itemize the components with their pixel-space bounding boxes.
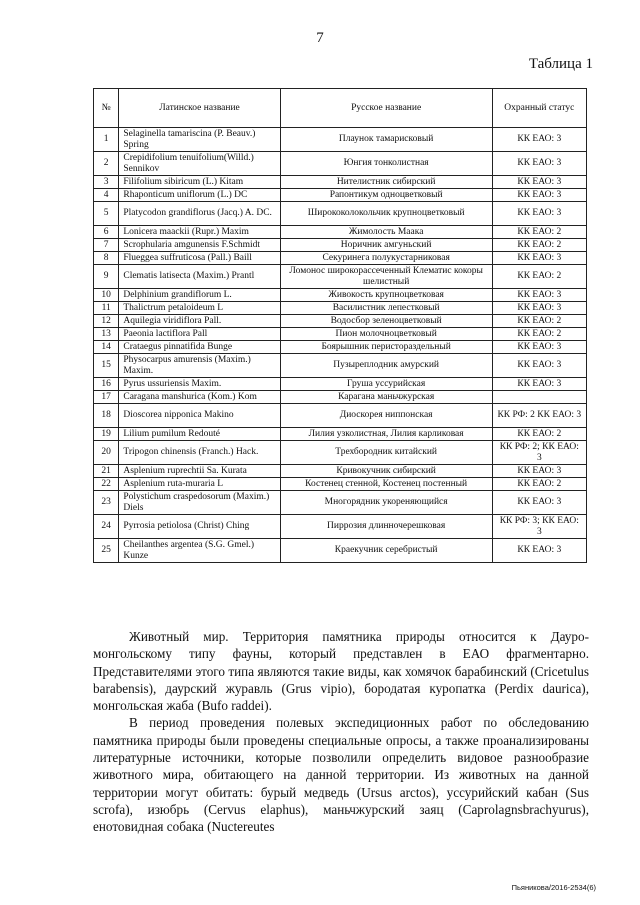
latin-name: Pyrrosia petiolosa (Christ) Ching bbox=[119, 515, 280, 539]
table-row bbox=[94, 341, 587, 354]
row-number: 15 bbox=[94, 354, 119, 378]
row-number: 11 bbox=[94, 302, 119, 315]
latin-name: Cheilanthes argentea (S.G. Gmel.) Kunze bbox=[119, 539, 280, 563]
row-number: 14 bbox=[94, 341, 119, 354]
table-row bbox=[94, 378, 587, 391]
row-number: 1 bbox=[94, 128, 119, 152]
latin-name: Lilium pumilum Redouté bbox=[119, 428, 280, 441]
latin-name: Caragana manshurica (Kom.) Kom bbox=[119, 391, 280, 404]
protection-status: КК РФ: 2 КК ЕАО: 3 bbox=[492, 404, 586, 428]
latin-name: Thalictrum petaloideum L bbox=[119, 302, 280, 315]
header-protection-status: Охранный статус bbox=[492, 89, 586, 128]
russian-name: Рапонтикум одноцветковый bbox=[280, 189, 492, 202]
latin-name: Flueggea suffruticosa (Pall.) Baill bbox=[119, 252, 280, 265]
body-text bbox=[93, 628, 589, 836]
table-row bbox=[94, 265, 587, 289]
russian-name: Ломонос широкорассеченный Клематис кокоры шелистный bbox=[280, 265, 492, 289]
russian-name: Пиррозия длинночерешковая bbox=[280, 515, 492, 539]
latin-name: Crepidifolium tenuifolium(Willd.) Sennikov bbox=[119, 152, 280, 176]
latin-name: Aquilegia viridiflora Pall. bbox=[119, 315, 280, 328]
protection-status: КК ЕАО: 2 bbox=[492, 315, 586, 328]
table-row bbox=[94, 239, 587, 252]
latin-name: Pyrus ussuriensis Maxim. bbox=[119, 378, 280, 391]
row-number: 7 bbox=[94, 239, 119, 252]
russian-name: Живокость крупноцветковая bbox=[280, 289, 492, 302]
latin-name: Delphinium grandiflorum L. bbox=[119, 289, 280, 302]
row-number: 25 bbox=[94, 539, 119, 563]
table-row bbox=[94, 441, 587, 465]
russian-name: Трехбородник китайский bbox=[280, 441, 492, 465]
russian-name: Норичник амгуньский bbox=[280, 239, 492, 252]
protection-status: КК ЕАО: 3 bbox=[492, 176, 586, 189]
russian-name: Водосбор зеленоцветковый bbox=[280, 315, 492, 328]
row-number: 22 bbox=[94, 478, 119, 491]
table-row bbox=[94, 176, 587, 189]
page-number: 7 bbox=[316, 30, 324, 46]
table-row bbox=[94, 128, 587, 152]
protection-status: КК ЕАО: 3 bbox=[492, 465, 586, 478]
table-row bbox=[94, 404, 587, 428]
row-number: 12 bbox=[94, 315, 119, 328]
latin-name: Selaginella tamariscina (P. Beauv.) Spring bbox=[119, 128, 280, 152]
protection-status: КК ЕАО: 3 bbox=[492, 378, 586, 391]
row-number: 2 bbox=[94, 152, 119, 176]
russian-name: Костенец стенной, Костенец постенный bbox=[280, 478, 492, 491]
row-number: 4 bbox=[94, 189, 119, 202]
row-number: 6 bbox=[94, 226, 119, 239]
table-row bbox=[94, 465, 587, 478]
row-number: 24 bbox=[94, 515, 119, 539]
row-number: 16 bbox=[94, 378, 119, 391]
header-latin-name: Латинское название bbox=[119, 89, 280, 128]
latin-name: Lonicera maackii (Rupr.) Maxim bbox=[119, 226, 280, 239]
protection-status: КК ЕАО: 2 bbox=[492, 428, 586, 441]
protection-status: КК ЕАО: 3 bbox=[492, 354, 586, 378]
paragraph-fauna: Животный мир. Территория памятника природы относится к Дауро-монгольскому типу фауны, который представлен в ЕАО фрагментарно. Представителями этого типа являются такие виды, как хомячок барабинский (Cricetulus barabensis), даурский журавль (Grus vipio), бородатая куропатка (Perdix daurica), монгольская жаба (Bufo raddei). bbox=[93, 629, 589, 714]
table-row bbox=[94, 289, 587, 302]
protection-status: КК ЕАО: 2 bbox=[492, 328, 586, 341]
protection-status: КК ЕАО: 3 bbox=[492, 252, 586, 265]
russian-name: Секуринега полукустарниковая bbox=[280, 252, 492, 265]
row-number: 9 bbox=[94, 265, 119, 289]
protection-status: КК ЕАО: 2 bbox=[492, 239, 586, 252]
row-number: 19 bbox=[94, 428, 119, 441]
latin-name: Tripogon chinensis (Franch.) Hack. bbox=[119, 441, 280, 465]
protection-status: КК ЕАО: 2 bbox=[492, 265, 586, 289]
protection-status bbox=[492, 391, 586, 404]
protection-status: КК ЕАО: 3 bbox=[492, 202, 586, 226]
table-row bbox=[94, 328, 587, 341]
table-row bbox=[94, 354, 587, 378]
row-number: 23 bbox=[94, 491, 119, 515]
paragraph-field-survey: В период проведения полевых экспедиционных работ по обследованию памятника природы были проведены специальные опросы, а также проанализированы литературные источники, которые позволили определить видовое разнообразие животного мира, обитающего на данной территории. Из животных на данной территории могут обитать: бурый медведь (Ursus arctos), уссурийский кабан (Sus scrofa), изюбрь (Cervus elaphus), маньчжурский заяц (Caprolagnsbrachyurus), енотовидная собака (Nuctereutes bbox=[93, 715, 589, 835]
table-row bbox=[94, 515, 587, 539]
russian-name: Диоскорея ниппонская bbox=[280, 404, 492, 428]
latin-name: Paeonia lactiflora Pall bbox=[119, 328, 280, 341]
protection-status: КК ЕАО: 3 bbox=[492, 189, 586, 202]
row-number: 17 bbox=[94, 391, 119, 404]
protection-status: КК РФ: 3; КК ЕАО: 3 bbox=[492, 515, 586, 539]
protection-status: КК РФ: 2; КК ЕАО: 3 bbox=[492, 441, 586, 465]
russian-name: Юнгия тонколистная bbox=[280, 152, 492, 176]
row-number: 8 bbox=[94, 252, 119, 265]
russian-name: Многорядник укореняющийся bbox=[280, 491, 492, 515]
latin-name: Scrophularia amgunensis F.Schmidt bbox=[119, 239, 280, 252]
russian-name: Пион молочноцветковый bbox=[280, 328, 492, 341]
row-number: 20 bbox=[94, 441, 119, 465]
russian-name: Пузыреплодник амурский bbox=[280, 354, 492, 378]
table-row bbox=[94, 391, 587, 404]
latin-name: Asplenium ruta-muraria L bbox=[119, 478, 280, 491]
table-row bbox=[94, 302, 587, 315]
table-row bbox=[94, 226, 587, 239]
latin-name: Crataegus pinnatifida Bunge bbox=[119, 341, 280, 354]
protection-status: КК ЕАО: 2 bbox=[492, 226, 586, 239]
latin-name: Asplenium ruprechtii Sa. Kurata bbox=[119, 465, 280, 478]
latin-name: Platycodon grandiflorus (Jacq.) A. DC. bbox=[119, 202, 280, 226]
table-row bbox=[94, 152, 587, 176]
russian-name: Краекучник серебристый bbox=[280, 539, 492, 563]
row-number: 13 bbox=[94, 328, 119, 341]
row-number: 5 bbox=[94, 202, 119, 226]
russian-name: Ширококолокольчик крупноцветковый bbox=[280, 202, 492, 226]
table-row bbox=[94, 478, 587, 491]
row-number: 10 bbox=[94, 289, 119, 302]
row-number: 18 bbox=[94, 404, 119, 428]
protection-status: КК ЕАО: 3 bbox=[492, 539, 586, 563]
row-number: 3 bbox=[94, 176, 119, 189]
latin-name: Rhaponticum uniflorum (L.) DC bbox=[119, 189, 280, 202]
table-row bbox=[94, 491, 587, 515]
protection-status: КК ЕАО: 3 bbox=[492, 152, 586, 176]
table-body bbox=[94, 128, 587, 563]
russian-name: Карагана маньчжурская bbox=[280, 391, 492, 404]
russian-name: Лилия узколистная, Лилия карликовая bbox=[280, 428, 492, 441]
table-header bbox=[94, 89, 587, 128]
species-table bbox=[93, 88, 587, 563]
header-number: № bbox=[94, 89, 119, 128]
header-row bbox=[94, 89, 587, 128]
protection-status: КК ЕАО: 3 bbox=[492, 491, 586, 515]
table-row bbox=[94, 202, 587, 226]
latin-name: Polystichum craspedosorum (Maxim.) Diels bbox=[119, 491, 280, 515]
protection-status: КК ЕАО: 2 bbox=[492, 478, 586, 491]
russian-name: Груша уссурийская bbox=[280, 378, 492, 391]
russian-name: Плаунок тамарисковый bbox=[280, 128, 492, 152]
table-row bbox=[94, 539, 587, 563]
russian-name: Жимолость Маака bbox=[280, 226, 492, 239]
protection-status: КК ЕАО: 3 bbox=[492, 341, 586, 354]
latin-name: Filifolium sibiricum (L.) Kitam bbox=[119, 176, 280, 189]
table-row bbox=[94, 252, 587, 265]
protection-status: КК ЕАО: 3 bbox=[492, 302, 586, 315]
table-caption: Таблица 1 bbox=[528, 56, 593, 72]
russian-name: Кривокучник сибирский bbox=[280, 465, 492, 478]
russian-name: Василистник лепестковый bbox=[280, 302, 492, 315]
latin-name: Physocarpus amurensis (Maxim.) Maxim. bbox=[119, 354, 280, 378]
russian-name: Нителистник сибирский bbox=[280, 176, 492, 189]
table-row bbox=[94, 315, 587, 328]
header-russian-name: Русское название bbox=[280, 89, 492, 128]
russian-name: Боярышник перистораздельный bbox=[280, 341, 492, 354]
row-number: 21 bbox=[94, 465, 119, 478]
protection-status: КК ЕАО: 3 bbox=[492, 289, 586, 302]
protection-status: КК ЕАО: 3 bbox=[492, 128, 586, 152]
table-row bbox=[94, 428, 587, 441]
table-row bbox=[94, 189, 587, 202]
document-code: Пьяникова/2016-2534(6) bbox=[511, 883, 596, 892]
latin-name: Clematis latisecta (Maxim.) Prantl bbox=[119, 265, 280, 289]
latin-name: Dioscorea nipponica Makino bbox=[119, 404, 280, 428]
